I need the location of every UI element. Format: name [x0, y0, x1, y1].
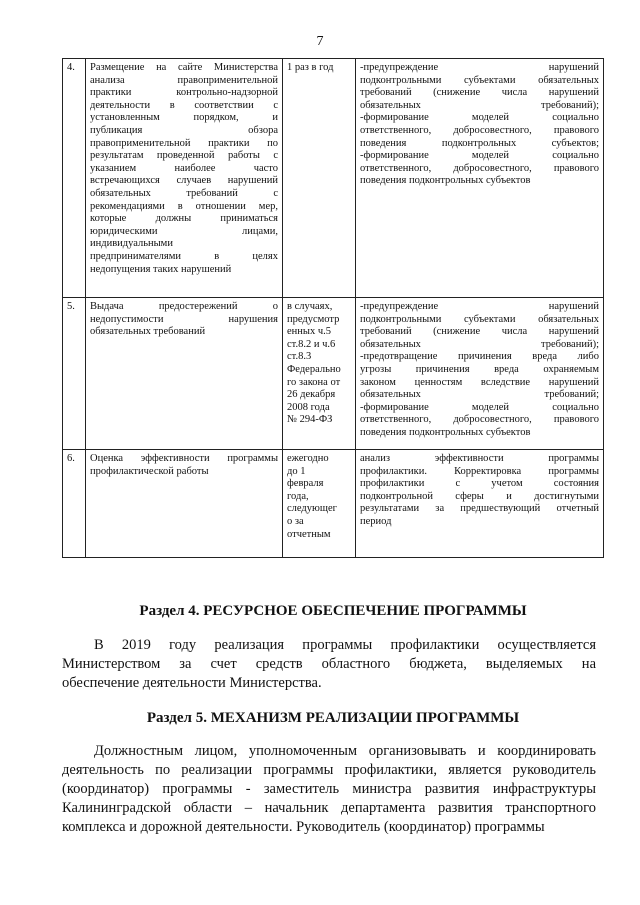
cell-line: подконтрольной сферы и достигнутыми	[360, 490, 599, 502]
cell-line: отчетным	[287, 528, 331, 540]
cell-line: предусмотр	[287, 313, 340, 325]
cell-line: Выдача предостережений о	[90, 301, 278, 312]
cell-line: обязательных требований);	[360, 338, 599, 350]
cell-line: период	[360, 515, 392, 527]
period-cell	[283, 298, 356, 450]
result-cell	[356, 298, 604, 450]
cell-line: результатами за предшествующий отчетный	[360, 503, 599, 515]
paragraph-line: Министерством за счет средств областного бюджета, выделяемых на	[62, 656, 596, 672]
cell-line: профилактической работы	[90, 465, 209, 477]
result-cell	[356, 59, 604, 298]
cell-line: публикация обзора	[90, 124, 278, 136]
cell-line: требований (снижение числа нарушений	[360, 326, 599, 338]
cell-line: недопустимости нарушения	[90, 313, 278, 325]
cell-line: обязательных требований;	[360, 389, 599, 401]
cell-line: ежегодно	[287, 453, 329, 464]
section-5-paragraph	[62, 742, 596, 837]
cell-line: обязательных требований	[90, 326, 206, 338]
cell-line: обязательных требований с	[90, 187, 278, 199]
section-4-paragraph	[62, 636, 596, 693]
event-cell	[86, 450, 283, 558]
cell-line: законом ценностям вследствие нарушений	[360, 376, 599, 388]
cell-line: недопущения таких нарушений	[90, 263, 232, 275]
period-cell	[283, 450, 356, 558]
cell-line: № 294-ФЗ	[287, 414, 333, 426]
cell-line: обязательных требований);	[360, 99, 599, 111]
cell-line: -формирование моделей социально	[360, 150, 599, 162]
cell-line: поведения подконтрольных субъектов	[360, 426, 531, 438]
table-row	[63, 450, 604, 558]
cell-line: подконтрольными субъектами обязательных	[360, 313, 599, 325]
cell-line: 26 декабря	[287, 389, 336, 401]
cell-line: -предотвращение причинения вреда либо	[360, 351, 599, 363]
cell-line: правоприменительной практики по	[90, 137, 278, 149]
cell-line: анализа правоприменительной	[90, 74, 278, 86]
cell-line: 1 раз в год	[287, 62, 334, 73]
cell-line: го закона от	[287, 376, 341, 388]
paragraph-line: (координатор) программы - заместитель министра развития инфраструктуры	[62, 781, 596, 797]
paragraph-line: Калининградской области – начальник департамента развития транспортного	[62, 800, 596, 816]
period-cell	[283, 59, 356, 298]
cell-line: требований (снижение числа нарушений	[360, 87, 599, 99]
row-number: 5.	[63, 298, 86, 450]
page-number: 7	[316, 34, 324, 49]
cell-line: в случаях,	[287, 301, 333, 312]
cell-line: поведения подконтрольных субъектов;	[360, 137, 599, 149]
cell-line: встречающихся случаев нарушений	[90, 175, 278, 187]
cell-line: анализ эффективности программы	[360, 453, 599, 464]
cell-line: результатам проведенной работы с	[90, 150, 278, 162]
cell-line: предпринимателями в целях	[90, 250, 278, 262]
paragraph-line: В 2019 году реализация программы профилактики осуществляется	[94, 637, 596, 653]
cell-line: ответственного, добросовестного, правового	[360, 124, 599, 136]
section-4-heading: Раздел 4. РЕСУРСНОЕ ОБЕСПЕЧЕНИЕ ПРОГРАММЫ	[139, 603, 527, 619]
cell-line: февраля	[287, 478, 324, 490]
cell-line: -предупреждение нарушений	[360, 62, 599, 73]
cell-line: -формирование моделей социально	[360, 112, 599, 124]
cell-line: ответственного, добросовестного, правового	[360, 162, 599, 174]
cell-line: 2008 года	[287, 401, 330, 413]
cell-line: ст.8.2 и ч.6	[287, 338, 336, 350]
result-cell	[356, 450, 604, 558]
event-cell	[86, 59, 283, 298]
cell-line: Оценка эффективности программы	[90, 453, 278, 464]
cell-line: енных ч.5	[287, 326, 331, 338]
cell-line: угрозы причинения вреда охраняемым	[360, 363, 599, 375]
cell-line: практики контрольно-надзорной	[90, 87, 278, 99]
paragraph-line: деятельность по реализации программы профилактики, является руководитель	[62, 762, 596, 778]
cell-line: -предупреждение нарушений	[360, 301, 599, 312]
cell-line: указанием наиболее часто	[90, 162, 278, 174]
activities-table	[62, 58, 604, 558]
cell-line: деятельности в соответствии с	[90, 99, 278, 111]
section-5-heading: Раздел 5. МЕХАНИЗМ РЕАЛИЗАЦИИ ПРОГРАММЫ	[146, 710, 520, 726]
cell-line: -формирование моделей социально	[360, 401, 599, 413]
cell-line: Федерально	[287, 363, 341, 375]
table-row	[63, 59, 604, 298]
cell-line: ст.8.3	[287, 351, 312, 363]
paragraph-line: комплекса и дорожной деятельности. Руководитель (координатор) программы	[62, 819, 545, 835]
cell-line: юридическими лицами,	[90, 225, 278, 237]
cell-line: установленным порядком, и	[90, 112, 278, 124]
cell-line: поведения подконтрольных субъектов	[360, 175, 531, 187]
row-number: 4.	[63, 59, 86, 298]
cell-line: рекомендациями в отношении мер,	[90, 200, 278, 212]
paragraph-line: обеспечение деятельности Министерства.	[62, 675, 322, 691]
cell-line: следующег	[287, 503, 337, 515]
event-cell	[86, 298, 283, 450]
cell-line: профилактики. Корректировка программы	[360, 465, 599, 477]
cell-line: Размещение на сайте Министерства	[90, 62, 278, 73]
cell-line: индивидуальными	[90, 238, 173, 250]
cell-line: о за	[287, 515, 304, 527]
table-row	[63, 298, 604, 450]
cell-line: которые должны приниматься	[90, 213, 278, 225]
cell-line: года,	[287, 490, 309, 502]
cell-line: подконтрольными субъектами обязательных	[360, 74, 599, 86]
cell-line: до 1	[287, 465, 306, 477]
row-number: 6.	[63, 450, 86, 558]
paragraph-line: Должностным лицом, уполномоченным организовывать и координировать	[94, 743, 596, 759]
cell-line: профилактики с учетом состояния	[360, 478, 599, 490]
cell-line: ответственного, добросовестного, правового	[360, 414, 599, 426]
